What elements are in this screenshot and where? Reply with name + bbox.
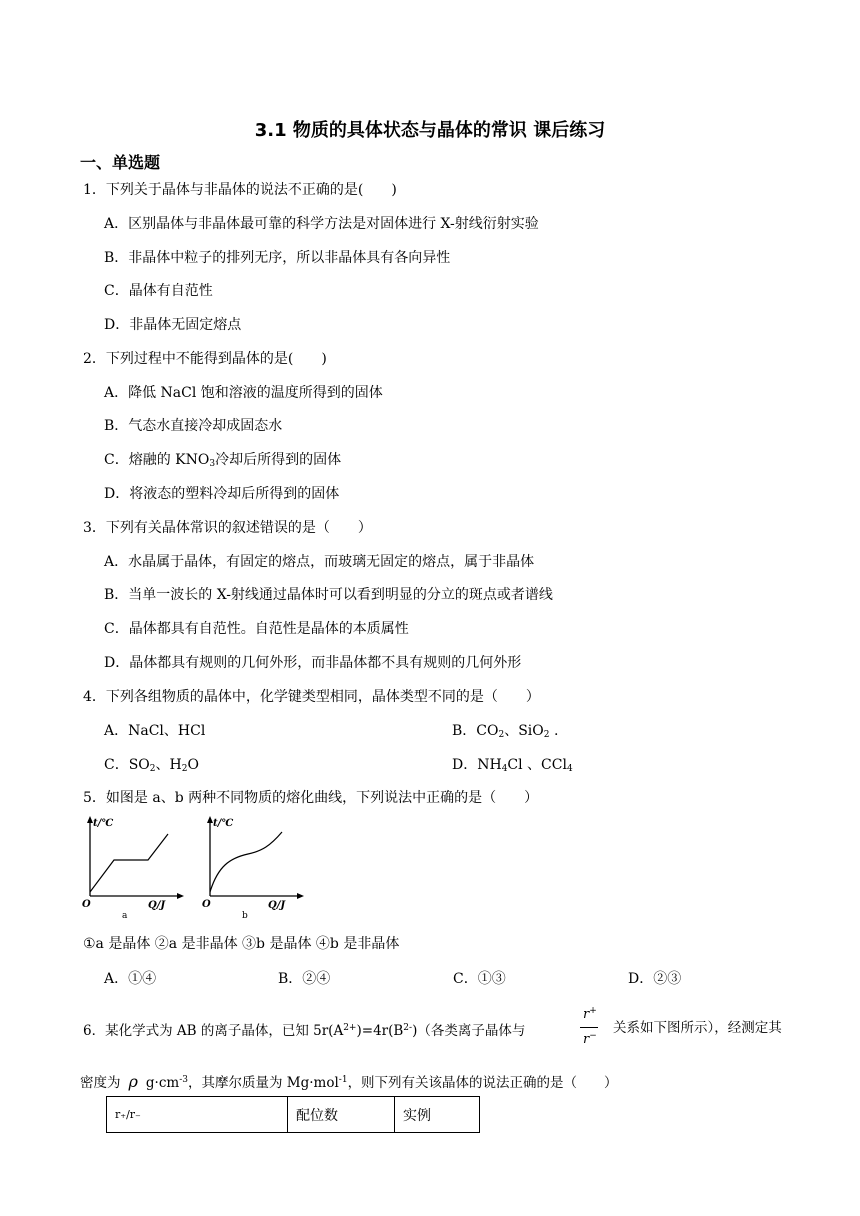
q1-option-a: A．区别晶体与非晶体最可靠的科学方法是对固体进行 X-射线衍射实验 (104, 216, 539, 232)
q3-option-c: C．晶体都具有自范性。自范性是晶体的本质属性 (104, 621, 409, 637)
q5-option-d: D．②③ (628, 971, 682, 987)
graph-a-origin: O (82, 899, 91, 910)
q3-option-b: B．当单一波长的 X-射线通过晶体时可以看到明显的分立的斑点或者谱线 (104, 587, 553, 603)
q1-option-d: D．非晶体无固定熔点 (104, 317, 242, 333)
question-3-stem: 3．下列有关晶体常识的叙述错误的是（ ） (83, 520, 372, 536)
question-6-line-1-end: 关系如下图所示），经测定其 (613, 1020, 782, 1036)
question-1-stem: 1．下列关于晶体与非晶体的说法不正确的是( ) (83, 182, 397, 198)
question-2-stem: 2．下列过程中不能得到晶体的是( ) (83, 351, 327, 367)
q2-option-a: A．降低 NaCl 饱和溶液的温度所得到的固体 (104, 385, 383, 401)
q5-option-a: A．①④ (104, 971, 157, 987)
q5-statements: ①a 是晶体 ②a 是非晶体 ③b 是晶体 ④b 是非晶体 (83, 936, 400, 952)
q5-option-b: B．②④ (278, 971, 331, 987)
graph-a-caption: a (122, 911, 128, 920)
q4-option-c: C．$SO_2$、$H_2O$ (104, 757, 199, 774)
table-header-example: 实例 (395, 1097, 480, 1133)
question-4-stem: 4．下列各组物质的晶体中，化学键类型相同，晶体类型不同的是（ ） (83, 689, 540, 705)
question-6-line-1: 6．某化学式为 AB 的离子晶体，已知 $5r(A^{2+})=4r(B^{2-})$（各类离子晶体与 (83, 1023, 526, 1039)
graph-a-ylabel: t/℃ (93, 818, 114, 829)
q4-option-a: A．NaCl、HCl (104, 723, 206, 739)
section-heading: 一、单选题 (80, 153, 161, 172)
question-6-line-2: 密度为 ρ $g\cdot cm^{-3}$，其摩尔质量为 Mg·mol$^{-1}$，则下列有关该晶体的说法正确的是（ ） (80, 1072, 618, 1091)
graph-a-xlabel: Q/J (148, 900, 166, 911)
q5-option-c: C．①③ (453, 971, 506, 987)
melting-curve-b (200, 814, 310, 920)
q3-option-d: D．晶体都具有规则的几何外形，而非晶体都不具有规则的几何外形 (104, 655, 522, 671)
q2-option-b: B．气态水直接冷却成固态水 (104, 418, 283, 434)
radius-ratio-table (106, 1096, 480, 1133)
page-title: 3.1 物质的具体状态与晶体的常识 课后练习 (254, 120, 606, 141)
graph-b-caption: b (242, 911, 248, 920)
fraction-bar (580, 1027, 598, 1028)
q1-option-c: C．晶体有自范性 (104, 283, 213, 299)
melting-curve-a (80, 814, 190, 920)
q3-option-a: A．水晶属于晶体，有固定的熔点，而玻璃无固定的熔点，属于非晶体 (104, 554, 535, 570)
table-header-ratio: r₊/r₋ (107, 1097, 288, 1133)
fraction-numerator: r+ (583, 1006, 597, 1022)
table-header-row (107, 1097, 480, 1133)
graph-b-xlabel: Q/J (268, 900, 286, 911)
q4-option-d: D．$NH_4Cl$ 、CCl$_4$ (452, 757, 573, 774)
graph-b-origin: O (202, 899, 211, 910)
graph-b-ylabel: t/℃ (213, 818, 234, 829)
q2-option-d: D．将液态的塑料冷却后所得到的固体 (104, 486, 340, 502)
fraction-denominator: r− (583, 1031, 597, 1047)
q1-option-b: B．非晶体中粒子的排列无序，所以非晶体具有各向异性 (104, 250, 451, 266)
q2-option-c: C．熔融的 $KNO_3$冷却后所得到的固体 (104, 452, 342, 469)
q4-option-b: B．$CO_2$、SiO$_2$ . (452, 723, 559, 740)
table-header-coordination: 配位数 (288, 1097, 395, 1133)
question-5-stem: 5．如图是 a、b 两种不同物质的熔化曲线，下列说法中正确的是（ ） (83, 790, 539, 806)
